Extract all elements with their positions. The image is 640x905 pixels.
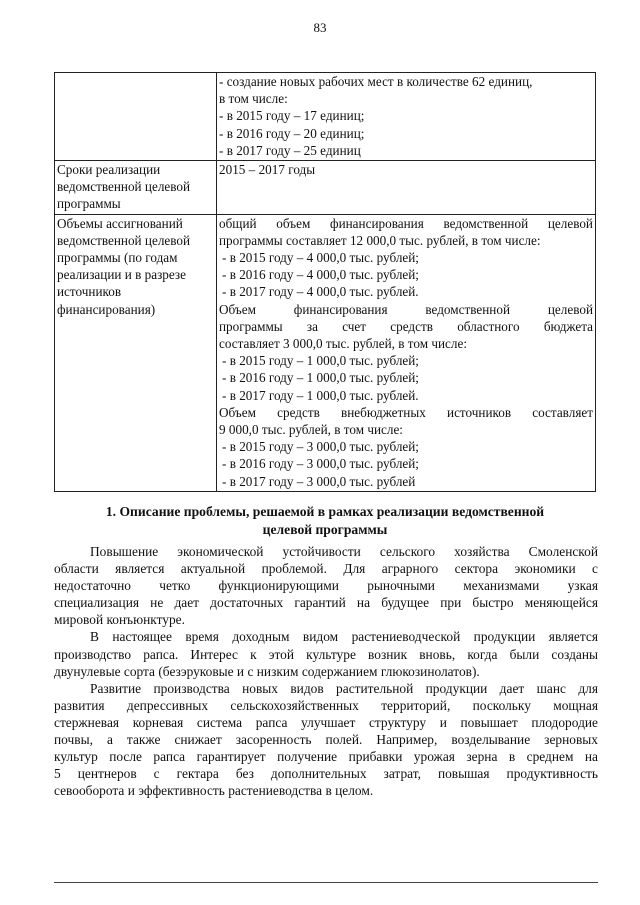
funding-line: - в 2016 году – 1 000,0 тыс. рублей; xyxy=(222,370,419,386)
jobs-line: - в 2016 году – 20 единиц; xyxy=(219,125,365,141)
table-row xyxy=(55,214,596,491)
label-line: программы (по годам xyxy=(57,250,178,266)
paragraph-line: недостаточно четко функционирующими рыночными механизмами узкая xyxy=(54,578,598,594)
paragraph-line: двунулевые сорта (безэруковые и с низким содержанием глюкозинолатов). xyxy=(54,663,480,679)
funding-line: - в 2015 году – 3 000,0 тыс. рублей; xyxy=(222,439,419,455)
label-line: реализации и в разрезе xyxy=(57,267,186,283)
table-row xyxy=(55,73,596,161)
paragraph-line: развития депрессивных сельскохозяйственных территорий, поскольку мощная xyxy=(54,697,598,713)
label-line: финансирования) xyxy=(57,301,156,317)
row-value-funding xyxy=(217,214,596,491)
funding-line: - в 2016 году – 3 000,0 тыс. рублей; xyxy=(222,456,419,472)
paragraph-line: 5 центнеров с гектара без дополнительных затрат, повышая продуктивность xyxy=(54,766,598,782)
funding-line: 9 000,0 тыс. рублей, в том числе: xyxy=(219,422,403,438)
row-value-terms: 2015 – 2017 годы xyxy=(217,161,596,215)
row-label-empty xyxy=(55,73,217,161)
label-line: источников xyxy=(57,284,122,300)
jobs-line: - создание новых рабочих мест в количестве 62 единиц, xyxy=(219,74,533,89)
paragraph-line: мировой конъюнктуре. xyxy=(54,612,185,628)
bottom-divider xyxy=(54,882,598,883)
section-heading-line: целевой программы xyxy=(262,522,388,537)
page-number: 83 xyxy=(313,20,327,35)
paragraph-line: почвы, а также снижает засоренность полей. Например, возделывание зерновых xyxy=(54,732,598,748)
funding-line: - в 2017 году – 1 000,0 тыс. рублей. xyxy=(222,387,419,403)
paragraph-line: Развитие производства новых видов растительной продукции дает шанс для xyxy=(90,680,598,696)
paragraph-line: стержневая корневая система рапса улучшает структуру и повышает плодородие xyxy=(54,714,598,730)
jobs-line: - в 2015 году – 17 единиц; xyxy=(219,108,365,124)
paragraph-line: области является актуальной проблемой. Для аграрного сектора экономики с xyxy=(54,561,598,577)
paragraph-line: производство рапса. Интерес к этой культуре возник вновь, когда были созданы xyxy=(54,646,598,662)
row-label-funding xyxy=(55,214,217,491)
section-heading-line: 1. Описание проблемы, решаемой в рамках реализации ведомственной xyxy=(105,504,545,519)
body-text xyxy=(54,543,598,799)
label-line: программы xyxy=(57,196,121,212)
row-value-jobs xyxy=(217,73,596,161)
row-label-terms xyxy=(55,161,217,215)
funding-line: - в 2015 году – 1 000,0 тыс. рублей; xyxy=(222,353,419,369)
label-line: Сроки реализации xyxy=(57,162,161,178)
funding-line: - в 2017 году – 4 000,0 тыс. рублей. xyxy=(222,284,419,300)
paragraph-line: Повышение экономической устойчивости сельского хозяйства Смоленской xyxy=(90,544,598,559)
funding-line: общий объем финансирования ведомственной целевой xyxy=(219,215,593,231)
paragraph xyxy=(54,680,598,800)
jobs-line: в том числе: xyxy=(219,91,288,107)
paragraph xyxy=(54,543,598,628)
funding-line: - в 2016 году – 4 000,0 тыс. рублей; xyxy=(222,267,419,283)
funding-line: составляет 3 000,0 тыс. рублей, в том числе: xyxy=(219,336,467,352)
paragraph-line: культур после рапса гарантирует получение прибавки урожая зерна в среднем на xyxy=(54,749,598,765)
paragraph-line: В настоящее время доходным видом растениеводческой продукции является xyxy=(90,629,598,645)
paragraph-line: специализация не дает достаточных гарантий на будущее при быстро меняющейся xyxy=(54,595,598,611)
paragraph xyxy=(54,628,598,679)
section-heading xyxy=(54,503,596,539)
funding-line: программы составляет 12 000,0 тыс. рублей, в том числе: xyxy=(219,232,541,248)
funding-line: программы за счет средств областного бюджета xyxy=(219,318,593,334)
funding-line: Объем финансирования ведомственной целевой xyxy=(219,301,593,317)
label-line: ведомственной целевой xyxy=(57,232,191,248)
label-line: ведомственной целевой xyxy=(57,179,191,195)
label-line: Объемы ассигнований xyxy=(57,215,183,231)
paragraph-line: севооборота и эффективность растениеводства в целом. xyxy=(54,783,374,799)
funding-line: Объем средств внебюджетных источников составляет xyxy=(219,404,593,420)
jobs-line: - в 2017 году – 25 единиц xyxy=(219,142,361,158)
table-row xyxy=(55,161,596,215)
program-passport-table xyxy=(54,72,596,492)
funding-line: - в 2015 году – 4 000,0 тыс. рублей; xyxy=(222,250,419,266)
funding-line: - в 2017 году – 3 000,0 тыс. рублей xyxy=(222,473,416,489)
